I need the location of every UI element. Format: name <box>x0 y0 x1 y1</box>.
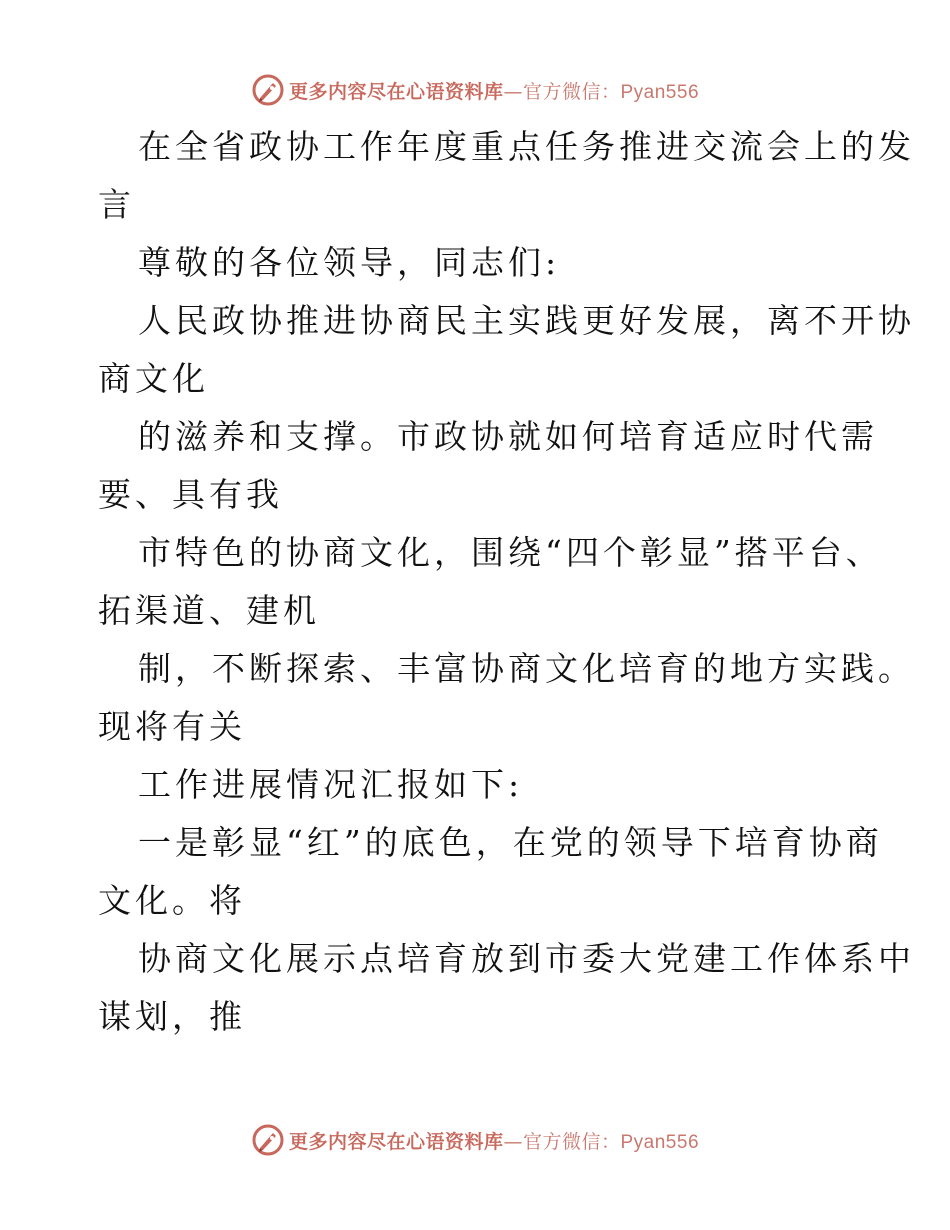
watermark-id: Pyan556 <box>620 1131 700 1153</box>
footer-watermark <box>0 1120 950 1160</box>
watermark-main: 更多内容尽在心语资料库 <box>288 1130 504 1153</box>
text-line: 谋划，推 <box>98 997 246 1036</box>
title-line-1: 在全省政协工作年度重点任务推进交流会上的发 <box>138 127 915 166</box>
text-line: 一是彰显“红”的底色，在党的领导下培育协商 <box>138 823 883 862</box>
watermark-id: Pyan556 <box>620 81 700 103</box>
salutation: 尊敬的各位领导，同志们: <box>138 243 561 282</box>
text-line: 文化。将 <box>98 881 246 920</box>
text-line: 市特色的协商文化，围绕“四个彰显”搭平台、 <box>138 533 883 572</box>
text-line: 工作进展情况汇报如下: <box>138 765 524 804</box>
watermark-separator: — <box>503 1130 523 1153</box>
watermark-text <box>289 77 699 104</box>
pen-logo-icon <box>251 1123 285 1157</box>
title-line-2: 言 <box>98 185 135 224</box>
text-line: 的滋养和支撑。市政协就如何培育适应时代需 <box>138 417 878 456</box>
watermark-text <box>289 1127 699 1154</box>
watermark-wechat: 官方微信： <box>522 80 621 103</box>
header-watermark <box>0 70 950 110</box>
document-body <box>98 118 915 1046</box>
text-line: 商文化 <box>98 359 209 398</box>
text-line: 制，不断探索、丰富协商文化培育的地方实践。 <box>138 649 915 688</box>
text-line: 人民政协推进协商民主实践更好发展，离不开协 <box>138 301 915 340</box>
text-line: 拓渠道、建机 <box>98 591 320 630</box>
watermark-main: 更多内容尽在心语资料库 <box>288 80 504 103</box>
watermark-wechat: 官方微信： <box>522 1130 621 1153</box>
watermark-separator: — <box>503 80 523 103</box>
text-line: 现将有关 <box>98 707 246 746</box>
pen-logo-icon <box>251 73 285 107</box>
text-line: 协商文化展示点培育放到市委大党建工作体系中 <box>138 939 915 978</box>
text-line: 要、具有我 <box>98 475 283 514</box>
